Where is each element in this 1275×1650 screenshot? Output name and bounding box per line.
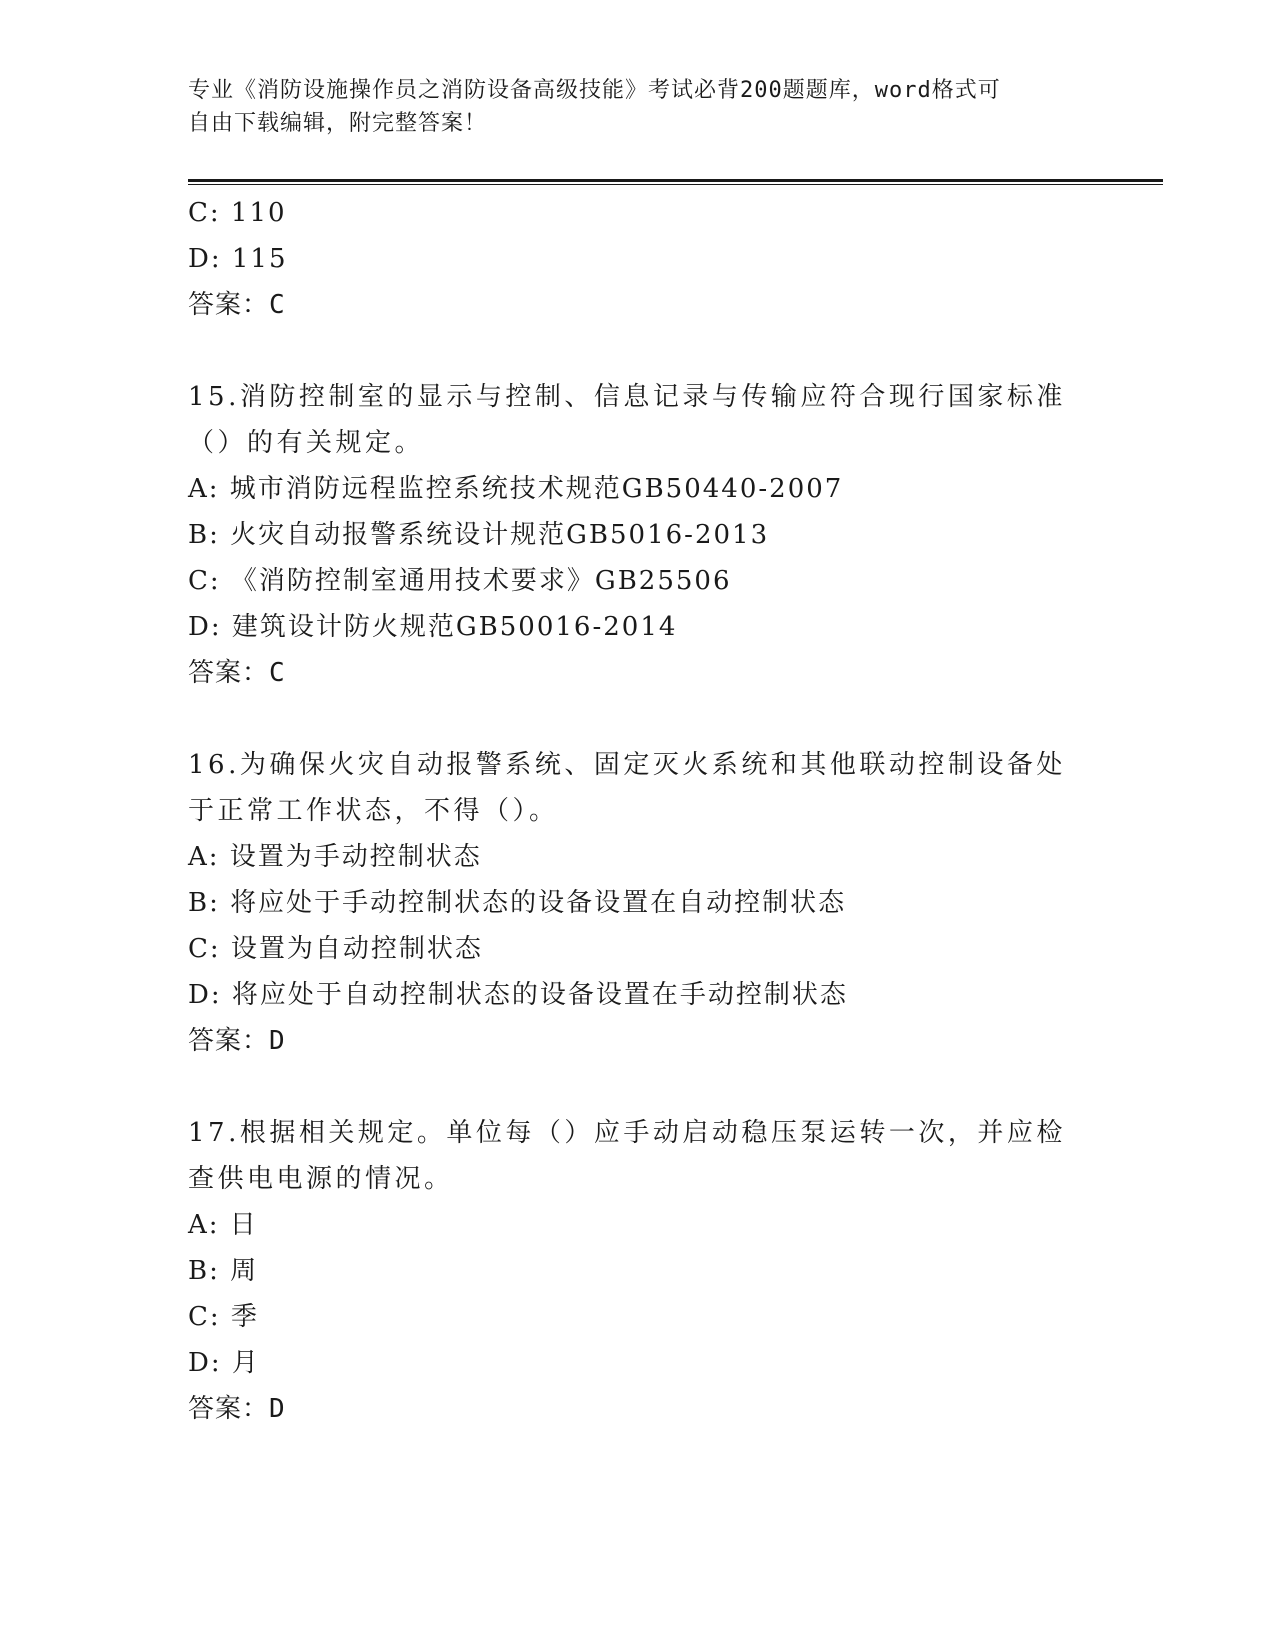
answer-line: 答案：D <box>188 1394 286 1424</box>
header-divider-thick <box>188 179 1163 182</box>
question-text: 17.根据相关规定。单位每（）应手动启动稳压泵运转一次，并应检查供电电源的情况。 <box>188 1118 1066 1194</box>
question-text: 16.为确保火灾自动报警系统、固定灭火系统和其他联动控制设备处于正常工作状态，不得（）。 <box>188 750 1066 826</box>
answer-line: 答案：D <box>188 1026 286 1056</box>
question-list <box>188 190 1088 1432</box>
spacer <box>188 328 1088 374</box>
header-line-2: 自由下载编辑，附完整答案！ <box>188 111 488 136</box>
question-block-17 <box>188 1110 1088 1432</box>
option-a: A: 设置为手动控制状态 <box>188 842 482 872</box>
option-b: B: 火灾自动报警系统设计规范GB5016-2013 <box>188 520 770 550</box>
option-b: B: 将应处于手动控制状态的设备设置在自动控制状态 <box>188 888 847 918</box>
spacer <box>188 696 1088 742</box>
option-c: C: 《消防控制室通用技术要求》GB25506 <box>188 566 732 596</box>
answer-line: 答案：C <box>188 290 286 320</box>
spacer <box>188 1064 1088 1110</box>
answer-line: 答案：C <box>188 658 286 688</box>
header-divider-thin <box>188 184 1163 185</box>
option-b: B: 周 <box>188 1256 259 1286</box>
question-block-14-tail <box>188 190 1088 328</box>
question-text: 15.消防控制室的显示与控制、信息记录与传输应符合现行国家标准（）的有关规定。 <box>188 382 1066 458</box>
option-a: A: 城市消防远程监控系统技术规范GB50440-2007 <box>188 474 844 504</box>
option-d: D: 建筑设计防火规范GB50016-2014 <box>188 612 678 642</box>
option-c: C: 110 <box>188 198 287 228</box>
option-c: C: 设置为自动控制状态 <box>188 934 483 964</box>
header-line-1: 专业《消防设施操作员之消防设备高级技能》考试必背200题题库，word格式可 <box>188 78 1001 103</box>
question-block-16 <box>188 742 1088 1064</box>
option-c: C: 季 <box>188 1302 259 1332</box>
option-d: D: 月 <box>188 1348 260 1378</box>
document-header <box>188 74 1088 140</box>
option-d: D: 115 <box>188 244 288 274</box>
option-d: D: 将应处于自动控制状态的设备设置在手动控制状态 <box>188 980 848 1010</box>
question-block-15 <box>188 374 1088 696</box>
option-a: A: 日 <box>188 1210 258 1240</box>
